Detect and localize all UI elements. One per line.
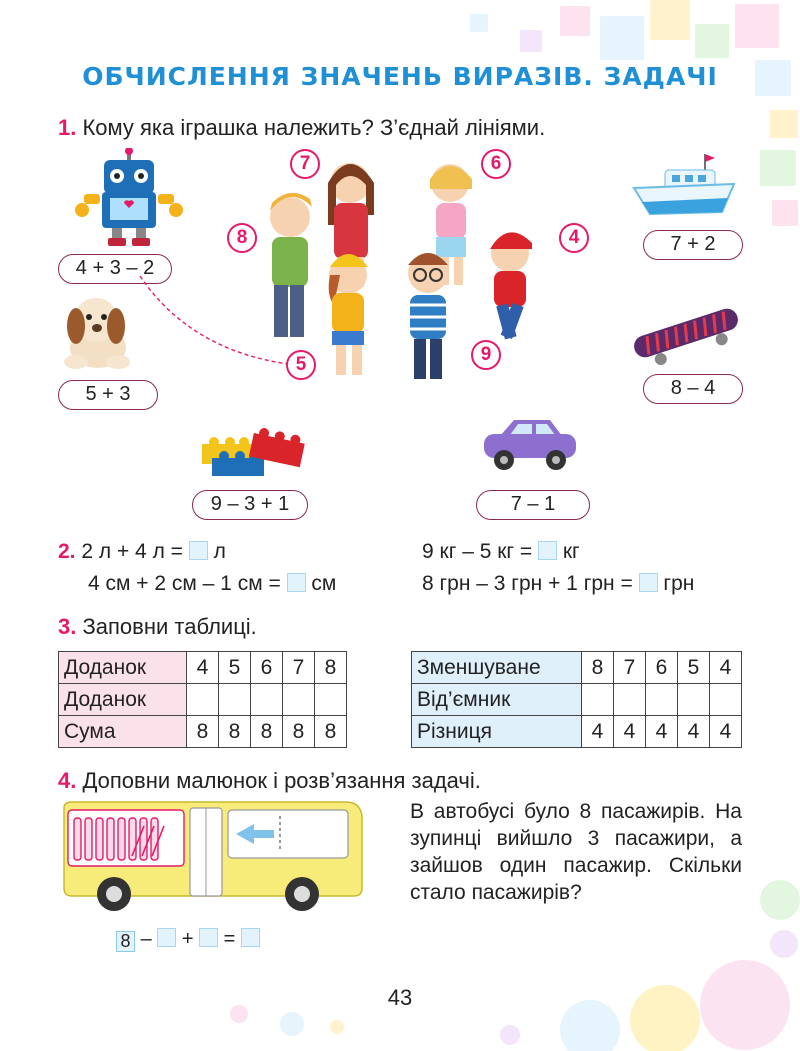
table-cell: 6 bbox=[251, 652, 283, 684]
table-cell: 8 bbox=[283, 716, 315, 748]
table-cell: 4 bbox=[710, 652, 742, 684]
answer-box[interactable] bbox=[287, 573, 306, 592]
equation-first-number: 8 bbox=[116, 931, 135, 952]
table-cell-empty[interactable] bbox=[283, 684, 315, 716]
answer-box[interactable] bbox=[189, 541, 208, 560]
task3-text: Заповни таблиці. bbox=[82, 614, 257, 639]
answer-box[interactable] bbox=[241, 928, 260, 947]
table-cell: 6 bbox=[646, 652, 678, 684]
task2-a-unit: л bbox=[213, 540, 226, 563]
child-badge-6: 6 bbox=[481, 149, 511, 179]
answer-box[interactable] bbox=[538, 541, 557, 560]
table-cell: 8 bbox=[219, 716, 251, 748]
table-row bbox=[59, 652, 347, 684]
bus-illustration bbox=[58, 800, 368, 918]
table-cell-empty[interactable] bbox=[582, 684, 614, 716]
table-cell: 5 bbox=[678, 652, 710, 684]
equals-sign: = bbox=[223, 928, 236, 950]
task3-number: 3. bbox=[58, 614, 77, 639]
task4-equation bbox=[116, 928, 260, 952]
answer-box[interactable] bbox=[199, 928, 218, 947]
table-cell: 8 bbox=[315, 652, 347, 684]
task2-line-a bbox=[58, 540, 226, 564]
task1-heading bbox=[58, 115, 545, 141]
table-cell: 8 bbox=[187, 716, 219, 748]
table-cell-empty[interactable] bbox=[187, 684, 219, 716]
table-row-label: Від’ємник bbox=[412, 684, 582, 716]
table-cell: 4 bbox=[646, 716, 678, 748]
blocks-toy-image bbox=[196, 424, 306, 484]
child-badge-9: 9 bbox=[471, 340, 501, 370]
table-cell-empty[interactable] bbox=[646, 684, 678, 716]
table-cell: 8 bbox=[315, 716, 347, 748]
task2-c-expression: 9 кг – 5 кг = bbox=[422, 540, 533, 563]
blocks-expression: 9 – 3 + 1 bbox=[192, 490, 308, 520]
table-cell: 4 bbox=[614, 716, 646, 748]
child-badge-5: 5 bbox=[286, 350, 316, 380]
minus-sign: – bbox=[140, 928, 152, 950]
child-badge-4: 4 bbox=[559, 223, 589, 253]
table-cell: 8 bbox=[582, 652, 614, 684]
dog-toy-image bbox=[56, 290, 136, 372]
boat-toy-image bbox=[630, 150, 740, 225]
page-title: ОБЧИСЛЕННЯ ЗНАЧЕНЬ ВИРАЗІВ. ЗАДАЧІ bbox=[82, 62, 718, 91]
skateboard-expression: 8 – 4 bbox=[643, 374, 743, 404]
answer-box[interactable] bbox=[639, 573, 658, 592]
task2-d-expression: 8 грн – 3 грн + 1 грн = bbox=[422, 572, 633, 595]
table-cell-empty[interactable] bbox=[678, 684, 710, 716]
subtraction-table bbox=[411, 651, 742, 748]
table-cell: 8 bbox=[251, 716, 283, 748]
table-cell: 4 bbox=[582, 716, 614, 748]
table-cell-empty[interactable] bbox=[219, 684, 251, 716]
table-cell: 7 bbox=[614, 652, 646, 684]
addition-table bbox=[58, 651, 347, 748]
table-row bbox=[59, 716, 347, 748]
task4-number: 4. bbox=[58, 768, 77, 793]
task2-a-expression: 2 л + 4 л = bbox=[81, 540, 183, 563]
car-expression: 7 – 1 bbox=[476, 490, 590, 520]
table-row-label: Доданок bbox=[59, 684, 187, 716]
plus-sign: + bbox=[181, 928, 194, 950]
table-row-label: Доданок bbox=[59, 652, 187, 684]
table-row-label: Сума bbox=[59, 716, 187, 748]
task2-line-b bbox=[88, 572, 336, 596]
table-row-label: Різниця bbox=[412, 716, 582, 748]
table-row bbox=[412, 716, 742, 748]
answer-box[interactable] bbox=[157, 928, 176, 947]
task1-number: 1. bbox=[58, 115, 77, 140]
task2-d-unit: грн bbox=[663, 572, 695, 595]
table-cell: 4 bbox=[678, 716, 710, 748]
table-cell: 4 bbox=[187, 652, 219, 684]
task2-c-unit: кг bbox=[562, 540, 580, 563]
table-cell-empty[interactable] bbox=[614, 684, 646, 716]
car-toy-image bbox=[480, 412, 580, 474]
task2-line-c bbox=[422, 540, 580, 564]
connection-line bbox=[130, 270, 300, 370]
boat-expression: 7 + 2 bbox=[643, 230, 743, 260]
table-row bbox=[412, 684, 742, 716]
task2-b-unit: см bbox=[311, 572, 337, 595]
table-cell-empty[interactable] bbox=[315, 684, 347, 716]
task4-text: Доповни малюнок і розв’язання задачі. bbox=[82, 768, 481, 793]
dog-expression: 5 + 3 bbox=[58, 380, 158, 410]
task1-text: Кому яка іграшка належить? З’єднай лініями. bbox=[82, 115, 546, 140]
robot-expression: 4 + 3 – 2 bbox=[58, 254, 172, 284]
table-cell-empty[interactable] bbox=[251, 684, 283, 716]
task2-line-d bbox=[422, 572, 694, 596]
task2-number: 2. bbox=[58, 540, 76, 563]
child-badge-7: 7 bbox=[290, 149, 320, 179]
child-badge-8: 8 bbox=[227, 223, 257, 253]
task4-heading bbox=[58, 768, 481, 794]
table-cell: 5 bbox=[219, 652, 251, 684]
task3-heading bbox=[58, 614, 257, 640]
task4-problem-text: В автобусі було 8 пасажирів. На зупинці вийшло 3 пасажири, а зайшов один пасажир. Скільки стало пасажирів? bbox=[410, 800, 742, 904]
table-row bbox=[59, 684, 347, 716]
skateboard-toy-image bbox=[626, 298, 746, 368]
table-row bbox=[412, 652, 742, 684]
table-row-label: Зменшуване bbox=[412, 652, 582, 684]
table-cell: 7 bbox=[283, 652, 315, 684]
task2-b-expression: 4 см + 2 см – 1 см = bbox=[88, 572, 281, 595]
table-cell: 4 bbox=[710, 716, 742, 748]
robot-toy-image bbox=[72, 148, 192, 248]
table-cell-empty[interactable] bbox=[710, 684, 742, 716]
page-number: 43 bbox=[387, 985, 413, 1010]
